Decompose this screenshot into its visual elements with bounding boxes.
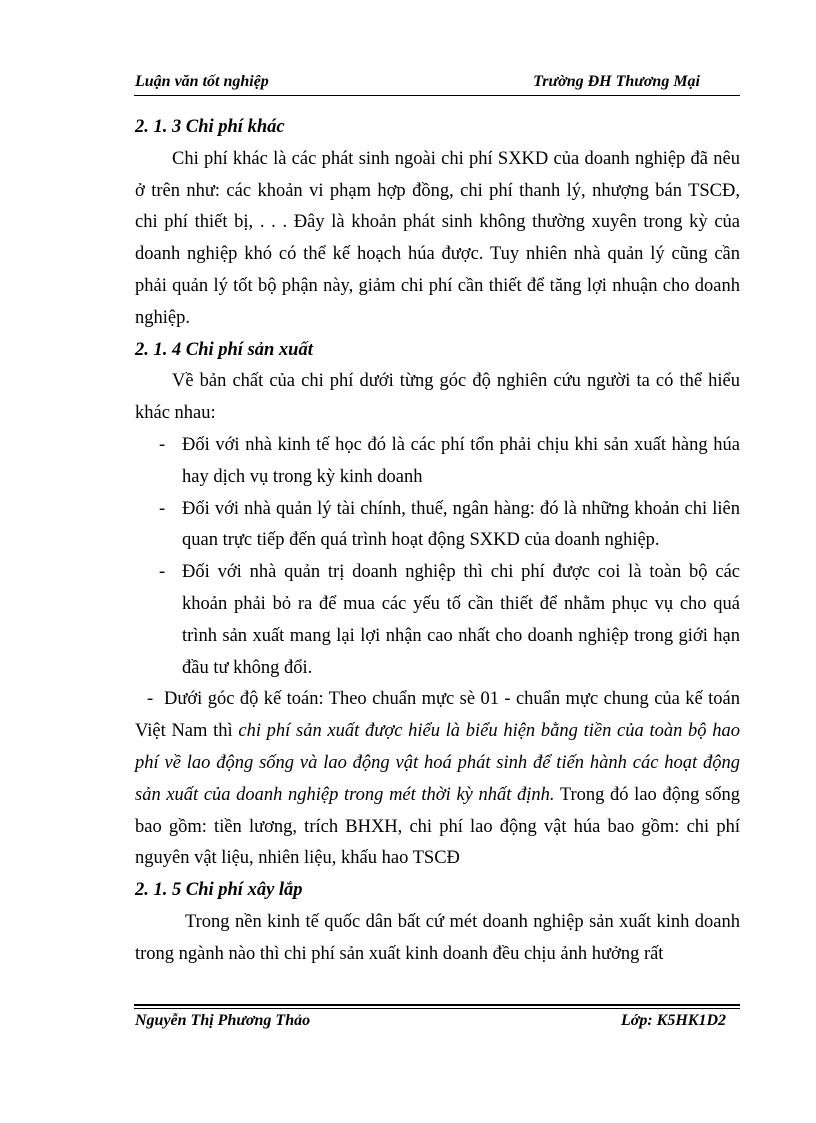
heading-2-1-4: 2. 1. 4 Chi phí sản xuất <box>135 339 313 360</box>
heading-2-1-5: 2. 1. 5 Chi phí xây lắp <box>135 880 303 901</box>
page-header <box>135 73 740 97</box>
header-university: Trường ĐH Thương Mại <box>533 73 700 90</box>
footer-author: Nguyễn Thị Phương Thảo <box>135 1012 311 1029</box>
paragraph-production-intro: Về bản chất của chi phí dưới từng góc độ nghiên cứu người ta có thể hiểu khác nhau: <box>135 371 740 424</box>
header-rule <box>134 95 740 96</box>
bullet-item <box>135 494 740 558</box>
paragraph-accounting-view <box>135 684 740 875</box>
bullet-text: Đối với nhà quản trị doanh nghiệp thì chi phí được coi là toàn bộ các khoản phải bỏ ra để mua các yếu tố cần thiết để nhằm phục vụ cho quá trình sản xuất mang lại lợi nhận cao nhất cho doanh nghiệp trong giới hạn đầu tư không đổi. <box>182 562 740 678</box>
accounting-definition-italic: chi phí sản xuất được hiểu là biểu hiện bằng tiền của toàn bộ hao phí về lao động sống và lao động vật hoá phát sinh để tiến hành các hoạt động sản xuất của doanh nghiệp trong mét thời kỳ nhất định. <box>135 721 740 805</box>
header-thesis-label: Luận văn tốt nghiệp <box>135 73 269 90</box>
heading-2-1-3: 2. 1. 3 Chi phí khác <box>135 117 285 137</box>
accounting-dash: - <box>147 689 154 710</box>
page-footer <box>135 1012 740 1036</box>
accounting-intro-text: Dưới góc độ kế toán: Theo chuẩn mực sè 01 - chuẩn mực chung của kế toán Việt Nam thì <box>135 689 740 742</box>
accounting-conclusion-text: Trong đó lao động sống bao gồm: tiền lương, trích BHXH, chi phí lao động vật húa bao gồm: chi phí nguyên vật liệu, nhiên liệu, khấu hao TSCĐ <box>135 784 740 869</box>
bullet-dash: - <box>159 498 166 519</box>
bullet-text: Đối với nhà quản lý tài chính, thuế, ngân hàng: đó là những khoản chi liên quan trực tiếp đến quá trình hoạt động SXKD của doanh nghiệp. <box>182 498 740 551</box>
footer-rule-thin <box>134 1008 740 1009</box>
footer-rule-thick <box>134 1004 740 1006</box>
bullet-dash: - <box>159 434 166 455</box>
paragraph-construction-costs: Trong nền kinh tế quốc dân bất cứ mét doanh nghiệp sản xuất kinh doanh trong ngành nào thì chi phí sản xuất kinh doanh đều chịu ảnh hưởng rất <box>135 911 740 964</box>
paragraph-other-costs: Chi phí khác là các phát sinh ngoài chi phí SXKD của doanh nghiệp đã nêu ở trên như: các khoản vi phạm hợp đồng, chi phí thanh lý, nhượng bán TSCĐ, chi phí thiết bị, . . . Đây là khoản phát sinh không thường xuyên trong kỳ của doanh nghiệp khó có thể kế hoạch húa được. Tuy nhiên nhà quản lý cũng cần phải quản lý tốt bộ phận này, giảm chi phí cần thiết để tăng lợi nhuận cho doanh nghiệp. <box>135 148 740 328</box>
document-body <box>135 112 740 971</box>
bullet-item <box>135 557 740 684</box>
bullet-item <box>135 430 740 494</box>
footer-class: Lớp: K5HK1D2 <box>620 1012 726 1029</box>
bullet-dash: - <box>159 562 166 583</box>
bullet-text: Đối với nhà kinh tế học đó là các phí tổn phải chịu khi sản xuất hàng húa hay dịch vụ trong kỳ kinh doanh <box>182 434 740 487</box>
